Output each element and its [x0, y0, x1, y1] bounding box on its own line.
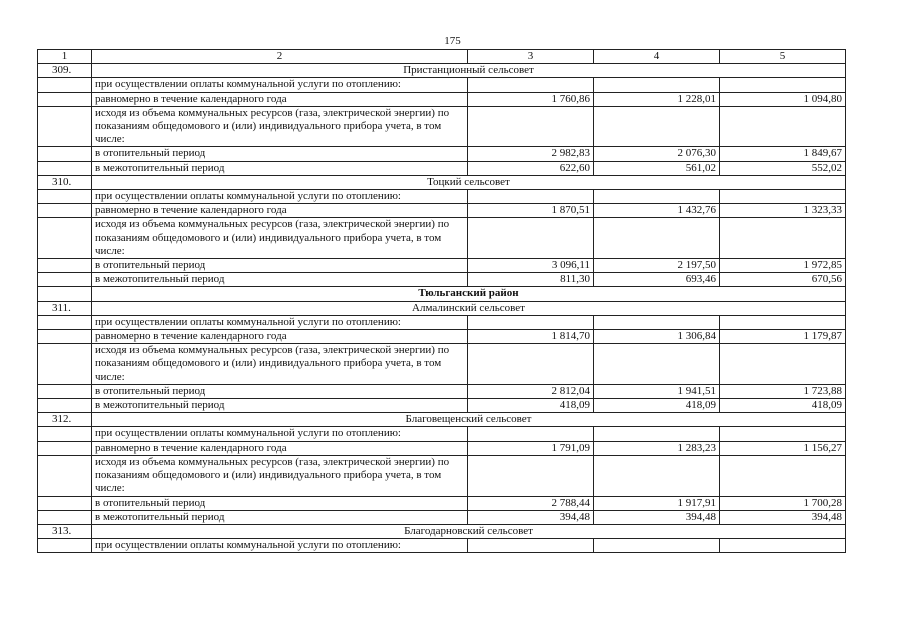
empty-cell — [38, 399, 92, 413]
row-label: равномерно в течение календарного года — [92, 92, 468, 106]
row-label: в отопительный период — [92, 147, 468, 161]
empty-cell — [38, 287, 92, 301]
empty-cell — [38, 259, 92, 273]
value-cell: 2 076,30 — [594, 147, 720, 161]
value-cell: 1 179,87 — [720, 330, 846, 344]
value-cell: 811,30 — [468, 273, 594, 287]
column-header: 1 — [38, 50, 92, 64]
value-cell: 1 700,28 — [720, 496, 846, 510]
value-cell: 394,48 — [720, 510, 846, 524]
empty-cell — [468, 106, 594, 147]
empty-cell — [38, 161, 92, 175]
value-cell: 1 791,09 — [468, 441, 594, 455]
value-cell: 1 941,51 — [594, 384, 720, 398]
text-row — [38, 539, 846, 553]
empty-cell — [594, 344, 720, 385]
empty-cell — [38, 384, 92, 398]
value-cell: 1 306,84 — [594, 330, 720, 344]
table-row — [38, 204, 846, 218]
empty-cell — [720, 539, 846, 553]
text-row — [38, 78, 846, 92]
row-label: исходя из объема коммунальных ресурсов (газа, электрической энергии) по показаниям общедомового и (или) индивидуального прибора учета, в том числе: — [92, 218, 468, 259]
table-body — [38, 64, 846, 553]
value-cell: 1 760,86 — [468, 92, 594, 106]
empty-cell — [468, 344, 594, 385]
district-name: Тюльганский район — [92, 287, 846, 301]
table-row — [38, 161, 846, 175]
row-label: в межотопительный период — [92, 510, 468, 524]
value-cell: 561,02 — [594, 161, 720, 175]
text-row — [38, 190, 846, 204]
value-cell: 418,09 — [468, 399, 594, 413]
value-cell: 418,09 — [720, 399, 846, 413]
row-label: исходя из объема коммунальных ресурсов (газа, электрической энергии) по показаниям общедомового и (или) индивидуального прибора учета, в том числе: — [92, 344, 468, 385]
empty-cell — [594, 427, 720, 441]
empty-cell — [594, 106, 720, 147]
empty-cell — [720, 315, 846, 329]
empty-cell — [720, 106, 846, 147]
table-row — [38, 441, 846, 455]
tariff-table — [37, 49, 846, 553]
empty-cell — [720, 427, 846, 441]
value-cell: 1 432,76 — [594, 204, 720, 218]
empty-cell — [38, 92, 92, 106]
table-row — [38, 259, 846, 273]
settlement-row — [38, 64, 846, 78]
value-cell: 622,60 — [468, 161, 594, 175]
settlement-row — [38, 301, 846, 315]
value-cell: 2 982,83 — [468, 147, 594, 161]
row-label: при осуществлении оплаты коммунальной услуги по отоплению: — [92, 190, 468, 204]
empty-cell — [594, 78, 720, 92]
table-row — [38, 330, 846, 344]
value-cell: 1 323,33 — [720, 204, 846, 218]
empty-cell — [38, 496, 92, 510]
row-label: в отопительный период — [92, 496, 468, 510]
row-label: в межотопительный период — [92, 273, 468, 287]
district-row — [38, 287, 846, 301]
empty-cell — [594, 190, 720, 204]
settlement-row — [38, 524, 846, 538]
value-cell: 394,48 — [594, 510, 720, 524]
row-label: при осуществлении оплаты коммунальной услуги по отоплению: — [92, 427, 468, 441]
row-label: при осуществлении оплаты коммунальной услуги по отоплению: — [92, 315, 468, 329]
empty-cell — [38, 273, 92, 287]
column-header: 5 — [720, 50, 846, 64]
empty-cell — [468, 455, 594, 496]
row-number: 310. — [38, 175, 92, 189]
value-cell: 1 283,23 — [594, 441, 720, 455]
empty-cell — [720, 455, 846, 496]
value-cell: 1 870,51 — [468, 204, 594, 218]
value-cell: 418,09 — [594, 399, 720, 413]
empty-cell — [38, 204, 92, 218]
empty-cell — [38, 441, 92, 455]
settlement-name: Благовещенский сельсовет — [92, 413, 846, 427]
row-label: равномерно в течение календарного года — [92, 441, 468, 455]
row-label: исходя из объема коммунальных ресурсов (газа, электрической энергии) по показаниям общедомового и (или) индивидуального прибора учета, в том числе: — [92, 455, 468, 496]
empty-cell — [38, 218, 92, 259]
empty-cell — [38, 539, 92, 553]
value-cell: 552,02 — [720, 161, 846, 175]
table-row — [38, 273, 846, 287]
row-number: 311. — [38, 301, 92, 315]
empty-cell — [468, 218, 594, 259]
empty-cell — [594, 455, 720, 496]
row-number: 313. — [38, 524, 92, 538]
column-header: 3 — [468, 50, 594, 64]
value-cell: 394,48 — [468, 510, 594, 524]
empty-cell — [38, 190, 92, 204]
empty-cell — [594, 218, 720, 259]
value-cell: 1 228,01 — [594, 92, 720, 106]
empty-cell — [594, 315, 720, 329]
settlement-row — [38, 175, 846, 189]
empty-cell — [468, 427, 594, 441]
empty-cell — [38, 455, 92, 496]
page-number: 175 — [444, 35, 461, 47]
table-row — [38, 147, 846, 161]
row-number: 312. — [38, 413, 92, 427]
text-row — [38, 315, 846, 329]
settlement-name: Пристанционный сельсовет — [92, 64, 846, 78]
settlement-name: Алмалинский сельсовет — [92, 301, 846, 315]
table-row — [38, 510, 846, 524]
text-row — [38, 455, 846, 496]
empty-cell — [720, 344, 846, 385]
value-cell: 1 156,27 — [720, 441, 846, 455]
empty-cell — [38, 106, 92, 147]
column-header-row — [38, 50, 846, 64]
row-label: в межотопительный период — [92, 161, 468, 175]
empty-cell — [38, 330, 92, 344]
value-cell: 1 723,88 — [720, 384, 846, 398]
empty-cell — [468, 539, 594, 553]
value-cell: 2 788,44 — [468, 496, 594, 510]
empty-cell — [38, 315, 92, 329]
value-cell: 2 197,50 — [594, 259, 720, 273]
text-row — [38, 106, 846, 147]
empty-cell — [38, 78, 92, 92]
value-cell: 1 917,91 — [594, 496, 720, 510]
value-cell: 670,56 — [720, 273, 846, 287]
value-cell: 1 972,85 — [720, 259, 846, 273]
row-label: при осуществлении оплаты коммунальной услуги по отоплению: — [92, 78, 468, 92]
empty-cell — [38, 510, 92, 524]
value-cell: 693,46 — [594, 273, 720, 287]
empty-cell — [468, 315, 594, 329]
table-row — [38, 92, 846, 106]
column-header: 2 — [92, 50, 468, 64]
row-label: в отопительный период — [92, 259, 468, 273]
empty-cell — [720, 78, 846, 92]
text-row — [38, 344, 846, 385]
row-label: равномерно в течение календарного года — [92, 330, 468, 344]
empty-cell — [38, 147, 92, 161]
empty-cell — [468, 78, 594, 92]
settlement-row — [38, 413, 846, 427]
table-row — [38, 384, 846, 398]
empty-cell — [720, 190, 846, 204]
column-header: 4 — [594, 50, 720, 64]
row-label: в межотопительный период — [92, 399, 468, 413]
value-cell: 1 849,67 — [720, 147, 846, 161]
text-row — [38, 427, 846, 441]
empty-cell — [38, 344, 92, 385]
row-label: при осуществлении оплаты коммунальной услуги по отоплению: — [92, 539, 468, 553]
value-cell: 2 812,04 — [468, 384, 594, 398]
empty-cell — [594, 539, 720, 553]
text-row — [38, 218, 846, 259]
table-row — [38, 399, 846, 413]
row-label: равномерно в течение календарного года — [92, 204, 468, 218]
table-row — [38, 496, 846, 510]
value-cell: 1 094,80 — [720, 92, 846, 106]
row-number: 309. — [38, 64, 92, 78]
empty-cell — [38, 427, 92, 441]
settlement-name: Благодарновский сельсовет — [92, 524, 846, 538]
empty-cell — [720, 218, 846, 259]
value-cell: 3 096,11 — [468, 259, 594, 273]
value-cell: 1 814,70 — [468, 330, 594, 344]
empty-cell — [468, 190, 594, 204]
row-label: в отопительный период — [92, 384, 468, 398]
settlement-name: Тоцкий сельсовет — [92, 175, 846, 189]
row-label: исходя из объема коммунальных ресурсов (газа, электрической энергии) по показаниям общедомового и (или) индивидуального прибора учета, в том числе: — [92, 106, 468, 147]
